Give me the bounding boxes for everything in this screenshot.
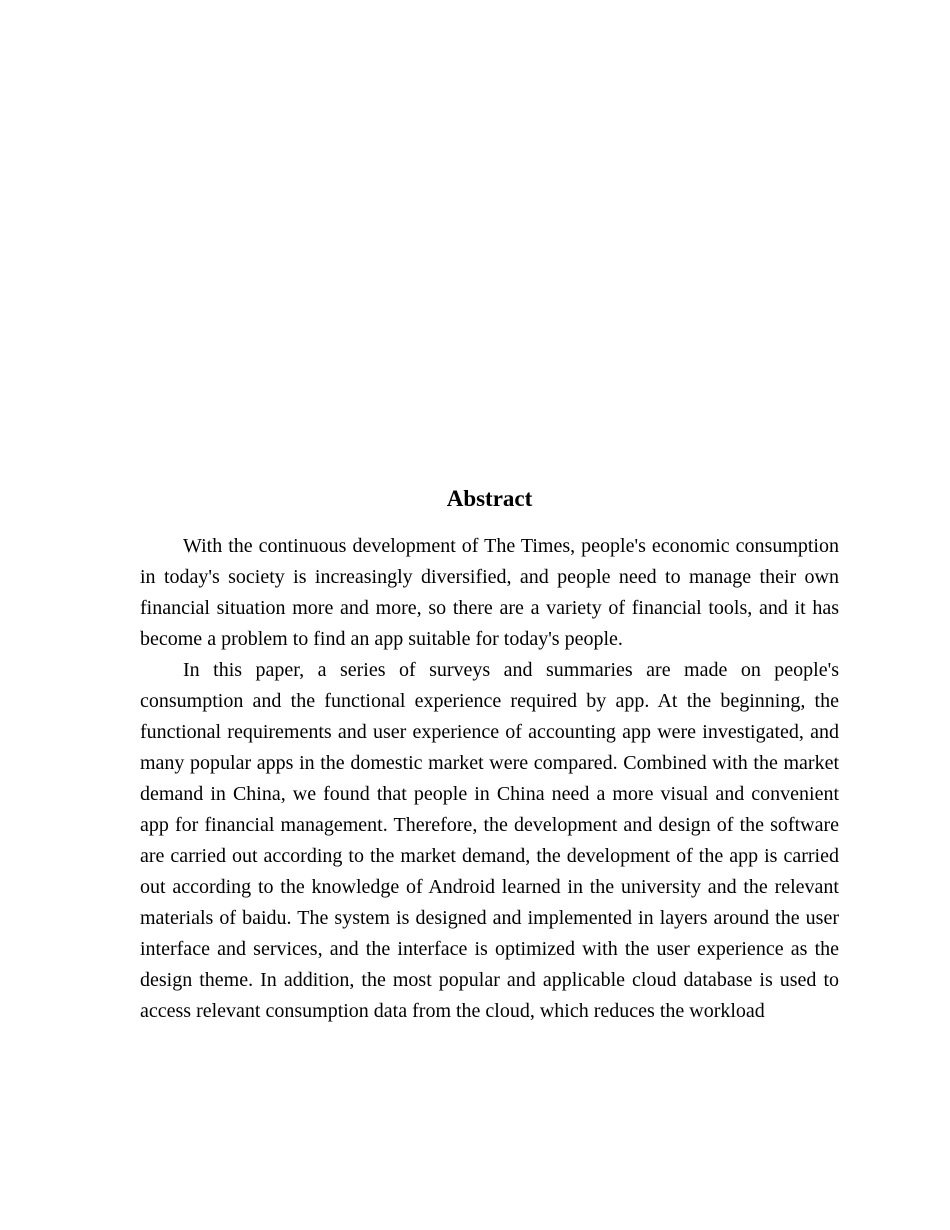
abstract-title: Abstract — [446, 486, 533, 511]
abstract-paragraph-1: With the continuous development of The Times, people's economic consumption in today's society is increasingly diversified, and people need to manage their own financial situation more and more, so there are a variety of financial tools, and it has become a problem to find an app suitable for today's people. — [140, 535, 839, 650]
abstract-section — [140, 483, 839, 1027]
abstract-paragraph-2: In this paper, a series of surveys and summaries are made on people's consumption and the functional experience required by app. At the beginning, the functional requirements and user experience of accounting app were investigated, and many popular apps in the domestic market were compared. Combined with the market demand in China, we found that people in China need a more visual and convenient app for financial management. Therefore, the development and design of the software are carried out according to the market demand, the development of the app is carried out according to the knowledge of Android learned in the university and the relevant materials of baidu. The system is designed and implemented in layers around the user interface and services, and the interface is optimized with the user experience as the design theme. In addition, the most popular and applicable cloud database is used to access relevant consumption data from the cloud, which reduces the workload — [140, 659, 839, 1022]
